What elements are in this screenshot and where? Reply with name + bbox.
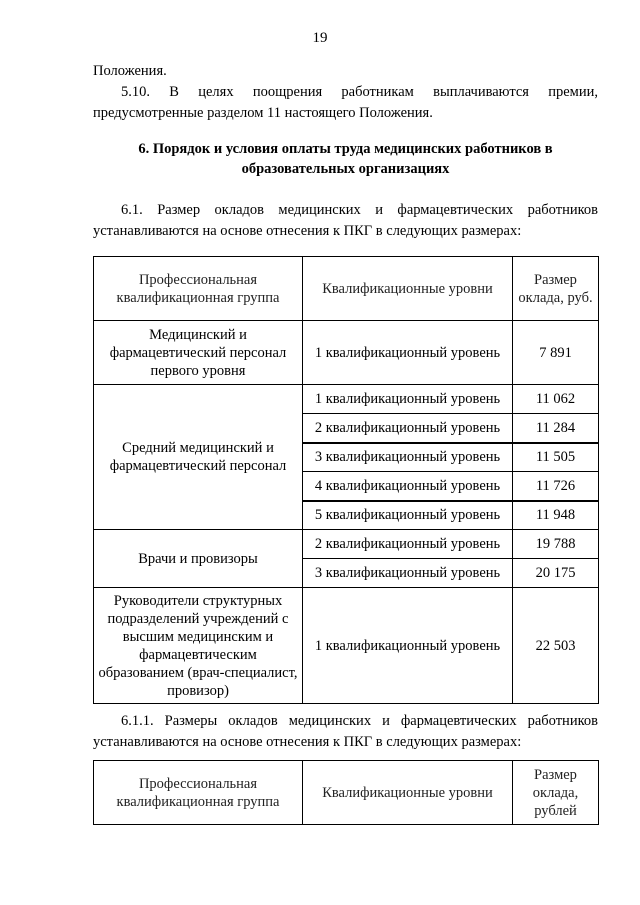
intro-line-1: Положения. xyxy=(93,63,167,79)
salary-amount: 20 175 xyxy=(513,559,599,588)
qualification-level: 3 квалификационный уровень xyxy=(303,559,513,588)
group-name: Врачи и провизоры xyxy=(94,530,303,588)
table-1-header-row xyxy=(94,257,599,321)
salary-amount: 11 505 xyxy=(513,443,599,472)
qualification-level: 2 квалификационный уровень xyxy=(303,530,513,559)
table-row xyxy=(94,321,599,385)
group-name: Руководители структурных подразделений учреждений с высшим медицинским и фармацевтическим образованием (врач-специалист, провизор) xyxy=(94,588,303,704)
salary-amount: 11 062 xyxy=(513,385,599,414)
qualification-level: 1 квалификационный уровень xyxy=(303,588,513,704)
section-6-heading xyxy=(93,139,598,179)
salary-table-2 xyxy=(93,760,599,825)
qualification-level: 3 квалификационный уровень xyxy=(303,443,513,472)
qualification-level: 2 квалификационный уровень xyxy=(303,414,513,443)
salary-amount: 11 948 xyxy=(513,501,599,530)
paragraph-6-1-1 xyxy=(93,711,598,753)
paragraph-6-1 xyxy=(93,200,598,242)
paragraph-6-1-line-2: устанавливаются на основе отнесения к ПКГ в следующих размерах: xyxy=(93,223,522,239)
salary-amount: 19 788 xyxy=(513,530,599,559)
salary-amount: 11 726 xyxy=(513,472,599,501)
qualification-level: 1 квалификационный уровень xyxy=(303,385,513,414)
table-1-header-group: Профессиональная квалификационная группа xyxy=(94,257,303,321)
table-2-header-row xyxy=(94,761,599,825)
paragraph-6-1-1-line-2: устанавливаются на основе отнесения к ПКГ в следующих размерах: xyxy=(93,734,522,750)
salary-amount: 22 503 xyxy=(513,588,599,704)
table-row xyxy=(94,530,599,559)
group-name: Средний медицинский и фармацевтический персонал xyxy=(94,385,303,530)
table-2-header-levels: Квалификационные уровни xyxy=(303,761,513,825)
qualification-level: 5 квалификационный уровень xyxy=(303,501,513,530)
table-1-header-amount: Размер оклада, руб. xyxy=(513,257,599,321)
table-row xyxy=(94,588,599,704)
section-6-title-line-1: 6. Порядок и условия оплаты труда медицинских работников в xyxy=(138,141,553,157)
paragraph-6-1-1-line-1: 6.1.1. Размеры окладов медицинских и фармацевтических работников xyxy=(121,713,598,729)
group-name: Медицинский и фармацевтический персонал первого уровня xyxy=(94,321,303,385)
salary-table-1 xyxy=(93,256,599,704)
qualification-level: 4 квалификационный уровень xyxy=(303,472,513,501)
table-2-header-group: Профессиональная квалификационная группа xyxy=(94,761,303,825)
intro-paragraph xyxy=(93,61,598,124)
salary-amount: 7 891 xyxy=(513,321,599,385)
paragraph-6-1-line-1: 6.1. Размер окладов медицинских и фармацевтических работников xyxy=(121,202,598,218)
qualification-level: 1 квалификационный уровень xyxy=(303,321,513,385)
table-1-header-levels: Квалификационные уровни xyxy=(303,257,513,321)
table-2-header-amount: Размер оклада, рублей xyxy=(513,761,599,825)
section-6-title-line-2: образовательных организациях xyxy=(241,161,450,177)
table-row xyxy=(94,385,599,414)
intro-line-3: предусмотренные разделом 11 настоящего Положения. xyxy=(93,105,433,121)
intro-line-2: 5.10. В целях поощрения работникам выплачиваются премии, xyxy=(121,84,598,100)
page-number: 19 xyxy=(312,30,328,46)
salary-amount: 11 284 xyxy=(513,414,599,443)
